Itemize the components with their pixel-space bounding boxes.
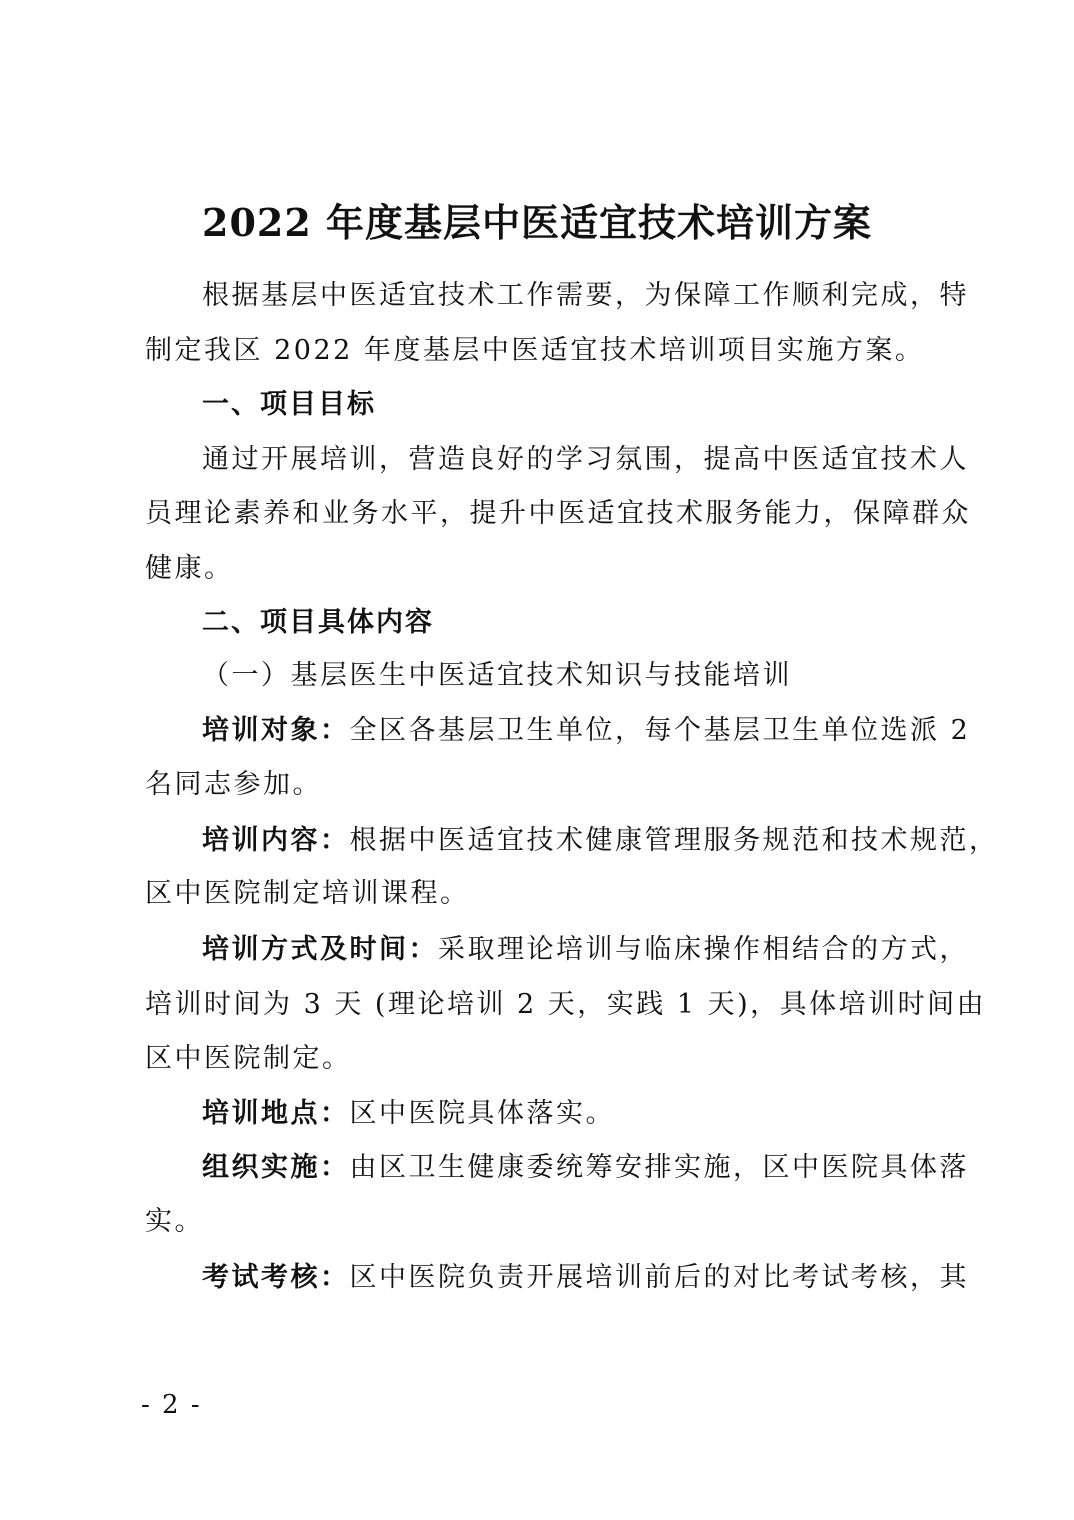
- goals-line-3: 健康。: [145, 553, 234, 584]
- training-method-line-2: 培训时间为 3 天 (理论培训 2 天，实践 1 天)，具体培训时间由: [145, 989, 987, 1020]
- intro-line-2: 制定我区 2022 年度基层中医适宜技术培训项目实施方案。: [145, 335, 925, 366]
- training-target-text: 全区各基层卫生单位，每个基层卫生单位选派 2: [349, 715, 971, 746]
- training-method-line-3: 区中医院制定。: [145, 1043, 352, 1074]
- organization-line-2: 实。: [145, 1206, 204, 1237]
- training-target-line-2: 名同志参加。: [145, 769, 322, 800]
- training-method-label: 培训方式及时间：: [202, 934, 438, 965]
- document-title: 2022 年度基层中医适宜技术培训方案: [202, 200, 872, 245]
- training-content-text: 根据中医适宜技术健康管理服务规范和技术规范，: [349, 825, 999, 856]
- training-method-line-1: [202, 930, 969, 970]
- section-heading-content: 二、项目具体内容: [202, 607, 434, 638]
- exam-line-1: [202, 1258, 969, 1298]
- training-method-text: 采取理论培训与临床操作相结合的方式，: [438, 934, 969, 965]
- training-location-line: [202, 1094, 947, 1134]
- training-content-line-2: 区中医院制定培训课程。: [145, 878, 470, 909]
- goals-line-1: 通过开展培训，营造良好的学习氛围，提高中医适宜技术人: [202, 444, 969, 475]
- subsection-heading-1: （一）基层医生中医适宜技术知识与技能培训: [202, 660, 792, 691]
- training-target-line-1: [202, 711, 971, 751]
- training-location-label: 培训地点：: [202, 1098, 350, 1129]
- training-content-line-1: [202, 821, 999, 861]
- training-target-label: 培训对象：: [202, 715, 350, 746]
- exam-text: 区中医院负责开展培训前后的对比考试考核，其: [349, 1262, 969, 1293]
- training-content-label: 培训内容：: [202, 825, 350, 856]
- organization-line-1: [202, 1148, 969, 1188]
- organization-label: 组织实施：: [202, 1152, 350, 1183]
- training-location-text: 区中医院具体落实。: [349, 1098, 615, 1129]
- section-heading-goals: 一、项目目标: [202, 389, 376, 420]
- goals-line-2: 员理论素养和业务水平，提升中医适宜技术服务能力，保障群众: [145, 498, 971, 529]
- intro-line-1: 根据基层中医适宜技术工作需要，为保障工作顺利完成，特: [202, 280, 969, 311]
- page-number: - 2 -: [141, 1390, 202, 1420]
- organization-text: 由区卫生健康委统筹安排实施，区中医院具体落: [349, 1152, 969, 1183]
- exam-label: 考试考核：: [202, 1262, 350, 1293]
